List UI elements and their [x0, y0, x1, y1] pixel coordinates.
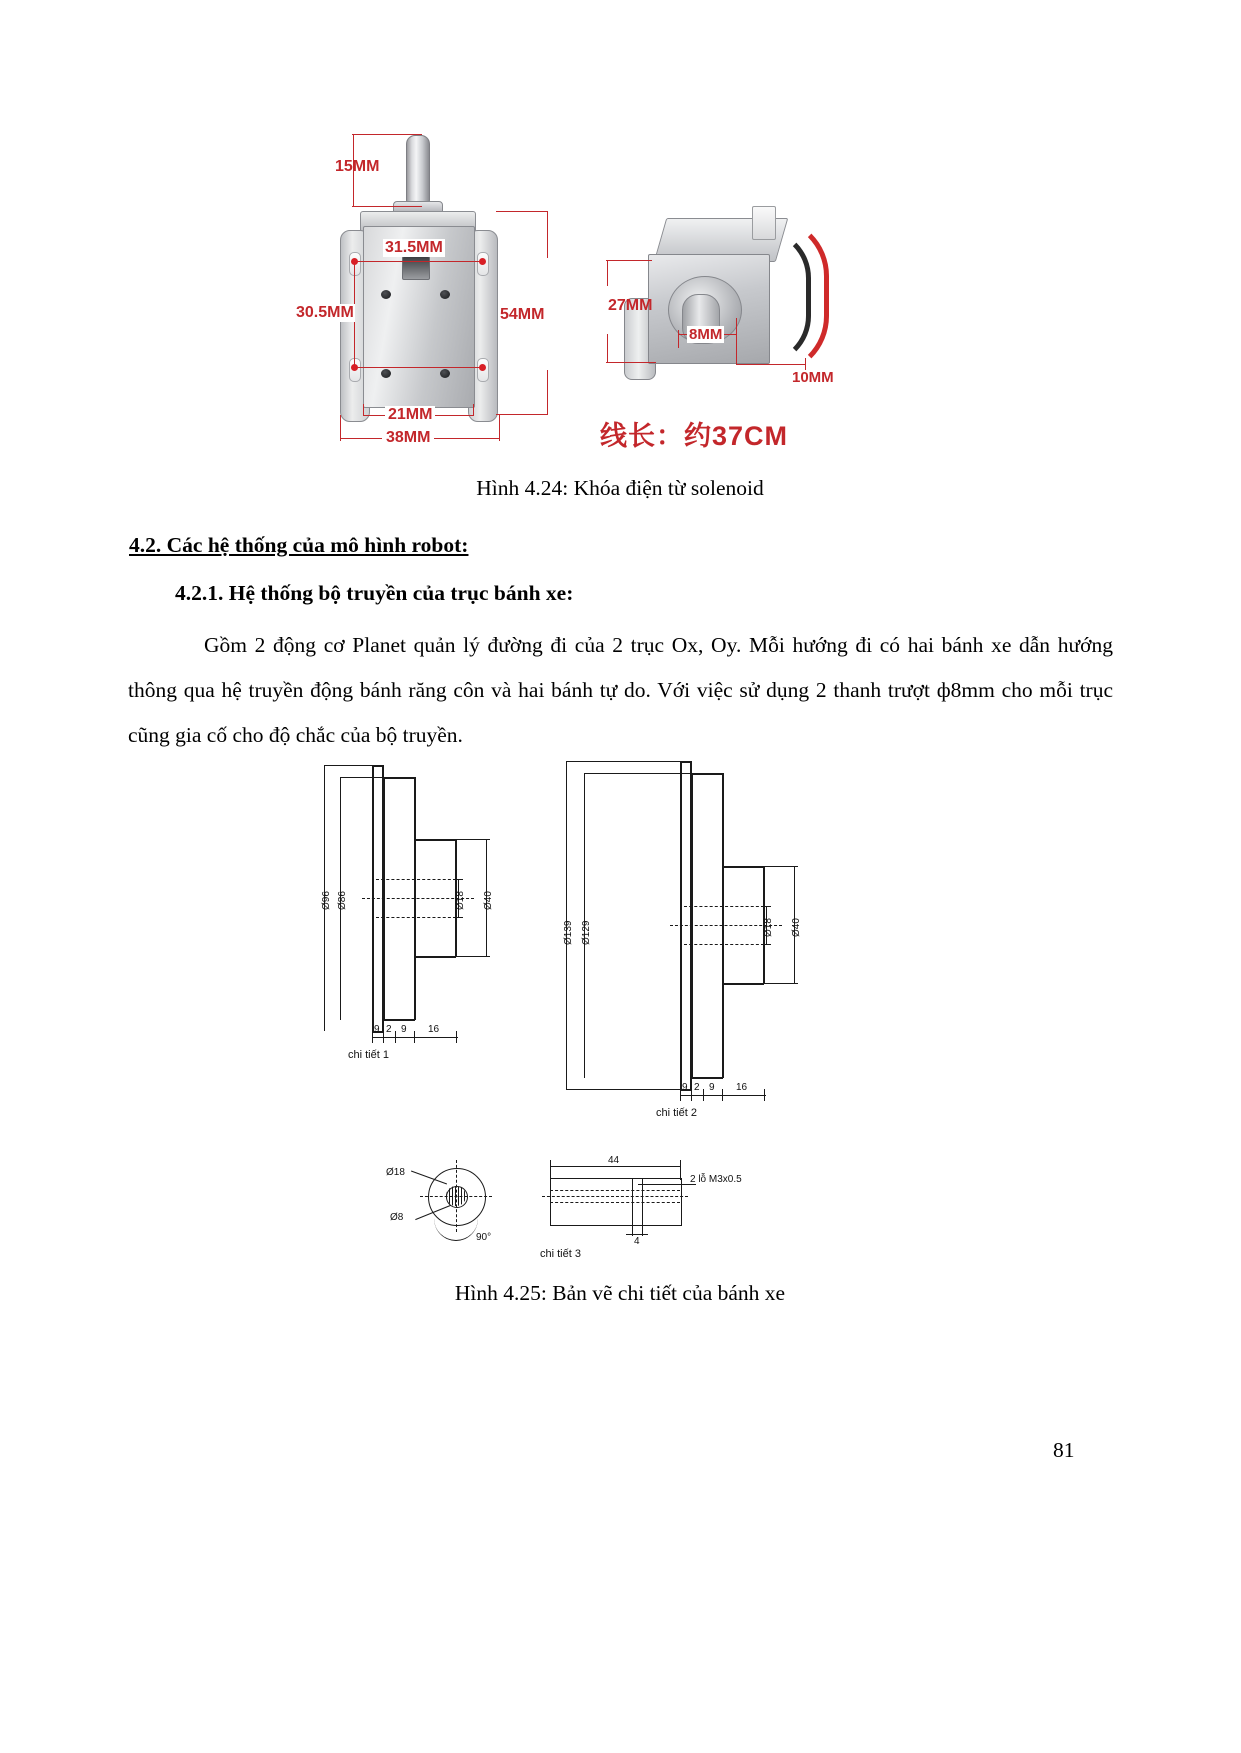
p2-dim-129-label: Ø129: [581, 920, 592, 945]
p1-dim-9a-label: 9: [374, 1024, 380, 1035]
p2-dim18-tick-b: [762, 944, 771, 945]
p1-dim-2-label: 2: [386, 1024, 392, 1035]
p3-leader-holes: [638, 1184, 696, 1185]
p3-dim44-r: [680, 1160, 681, 1180]
p3-dim44-l: [550, 1160, 551, 1180]
p2-disc129-bottom: [691, 1077, 723, 1079]
dim-27mm-label: 27MM: [608, 297, 653, 314]
part-chi-tiet-1: [300, 755, 550, 1065]
dim-15mm-label: 15MM: [335, 158, 380, 175]
p2-dim-16-label: 16: [736, 1082, 748, 1093]
p2-tick-c: [703, 1089, 704, 1101]
dim-10mm-label: 10MM: [792, 369, 834, 386]
p3-dim-angle-label: 90°: [476, 1232, 492, 1243]
dimline-27mm-vert: [607, 260, 608, 286]
p3-angle-arc: [434, 1196, 478, 1241]
p3-dim44-line: [550, 1166, 680, 1167]
p1-tick-b: [383, 1031, 384, 1043]
p1-disc86-bottom: [383, 1019, 415, 1021]
dim-8mm-label: 8MM: [689, 326, 723, 343]
dim-54mm-label: 54MM: [500, 306, 545, 323]
p1-tick-d: [414, 1031, 415, 1043]
heading-4-2-1: 4.2.1. Hệ thống bộ truyền của trục bánh xe:: [175, 581, 574, 605]
p3-inner-dash-2: [550, 1202, 680, 1203]
p1-dim96-ext-top: [324, 765, 374, 766]
p1-dim-18-label: Ø18: [455, 891, 466, 910]
p2-dimbase: [680, 1095, 766, 1096]
p2-dim139-ext-bot: [566, 1089, 682, 1090]
p1-dimbase: [372, 1037, 458, 1038]
p1-disc86-top: [383, 777, 415, 779]
dim-30-5mm-label: 30.5MM: [296, 304, 354, 321]
figure-4-25-wheel-drawing: [300, 755, 860, 1265]
p2-dim139-ext-top: [566, 761, 682, 762]
dimline-27mm-bottom: [606, 362, 656, 363]
p2-dim-2-label: 2: [694, 1082, 700, 1093]
p2-tick-b: [691, 1089, 692, 1101]
p2-dim-139-label: Ø139: [563, 920, 574, 945]
part-3-label: chi tiết 3: [540, 1248, 581, 1260]
dimline-10mm: [736, 364, 806, 365]
p1-tick-c: [395, 1031, 396, 1043]
p2-dim-9a-label: 9: [682, 1082, 688, 1093]
p1-dim18-tick-t: [454, 879, 463, 880]
wire-connector: [752, 206, 776, 240]
p1-dim40-ext-t: [456, 839, 490, 840]
figure-4-24-solenoid-photo: [296, 118, 890, 468]
wire-length-note: 线长：约37CM: [600, 421, 789, 451]
p3-dim-44-label: 44: [608, 1155, 620, 1166]
p3-side-centerline: [542, 1196, 688, 1197]
p2-hub-top: [722, 866, 764, 868]
p2-dim40-ext-t: [764, 866, 798, 867]
p1-dim86-ext-top: [340, 777, 384, 778]
p2-hub-bottom: [722, 983, 764, 985]
p3-dim-4-label: 4: [634, 1236, 640, 1247]
dim-21mm-label: 21MM: [385, 406, 435, 424]
p1-bore-bottom: [376, 917, 456, 918]
part-2-label: chi tiết 2: [656, 1107, 697, 1119]
p3-dim4-line: [626, 1234, 648, 1235]
p1-dim-86-label: Ø86: [337, 891, 348, 910]
p3-dim-holes-label: 2 lỗ M3x0.5: [690, 1174, 742, 1185]
solenoid-side-photo: [330, 118, 890, 468]
p2-dim-18-label: Ø18: [763, 918, 774, 937]
dim-31-5mm-label: 31.5MM: [385, 239, 443, 256]
figure-4-24-caption: Hình 4.24: Khóa điện từ solenoid: [476, 476, 764, 500]
p2-tick-d: [722, 1089, 723, 1101]
part-chi-tiet-3: [386, 1150, 810, 1270]
p3-dim4-l: [632, 1224, 633, 1236]
p1-dim-96-label: Ø96: [321, 891, 332, 910]
p3-dim-8-label: Ø8: [390, 1212, 404, 1223]
p1-dim40-ext-b: [456, 956, 490, 957]
p1-tick-e: [456, 1031, 457, 1043]
heading-4-2: 4.2. Các hệ thống của mô hình robot:: [129, 533, 469, 557]
part-1-label: chi tiết 1: [348, 1049, 389, 1061]
dimline-27mm-vert2: [607, 334, 608, 363]
p3-inner-dash-1: [550, 1190, 680, 1191]
p1-dim18-tick-b: [454, 917, 463, 918]
p1-tick-a: [372, 1031, 373, 1043]
p1-hub-bottom: [414, 956, 456, 958]
p2-dim129-ext-top: [584, 773, 692, 774]
page-number: 81: [1053, 1438, 1075, 1462]
p1-bore-top: [376, 879, 456, 880]
p2-bore-top: [684, 906, 764, 907]
figure-4-25-caption: Hình 4.25: Bản vẽ chi tiết của bánh xe: [454, 1281, 786, 1305]
p2-tick-a: [680, 1089, 681, 1101]
dimline-8mm-r: [736, 318, 737, 364]
body-paragraph: Gồm 2 động cơ Planet quản lý đường đi của 2 trục Ox, Oy. Mỗi hướng đi có hai bánh xe dẫn hướng thông qua hệ truyền động bánh răng côn và hai bánh tự do. Với việc sử dụng 2 thanh trượt ф8mm cho mỗi trục cũng gia cố cho độ chắc của bộ truyền.: [128, 633, 1113, 747]
p3-hole-line-1: [632, 1178, 633, 1224]
dim-38mm-label: 38MM: [382, 429, 434, 447]
p2-dim-9b-label: 9: [709, 1082, 715, 1093]
dimline-27mm-top: [606, 260, 652, 261]
p3-dim4-r: [642, 1224, 643, 1236]
p1-dim-9b-label: 9: [401, 1024, 407, 1035]
p2-bore-bottom: [684, 944, 764, 945]
p1-hub-top: [414, 839, 456, 841]
p2-disc129-top: [691, 773, 723, 775]
p1-dim-16-label: 16: [428, 1024, 440, 1035]
p2-dim-40-label: Ø40: [791, 918, 802, 937]
p2-dim40-ext-b: [764, 983, 798, 984]
p2-dim18-tick-t: [762, 906, 771, 907]
p1-dim-40-label: Ø40: [483, 891, 494, 910]
p3-dim-18-label: Ø18: [386, 1167, 405, 1178]
part-chi-tiet-2: [550, 755, 850, 1119]
dimline-8mm-l: [678, 330, 679, 348]
p2-tick-e: [764, 1089, 765, 1101]
